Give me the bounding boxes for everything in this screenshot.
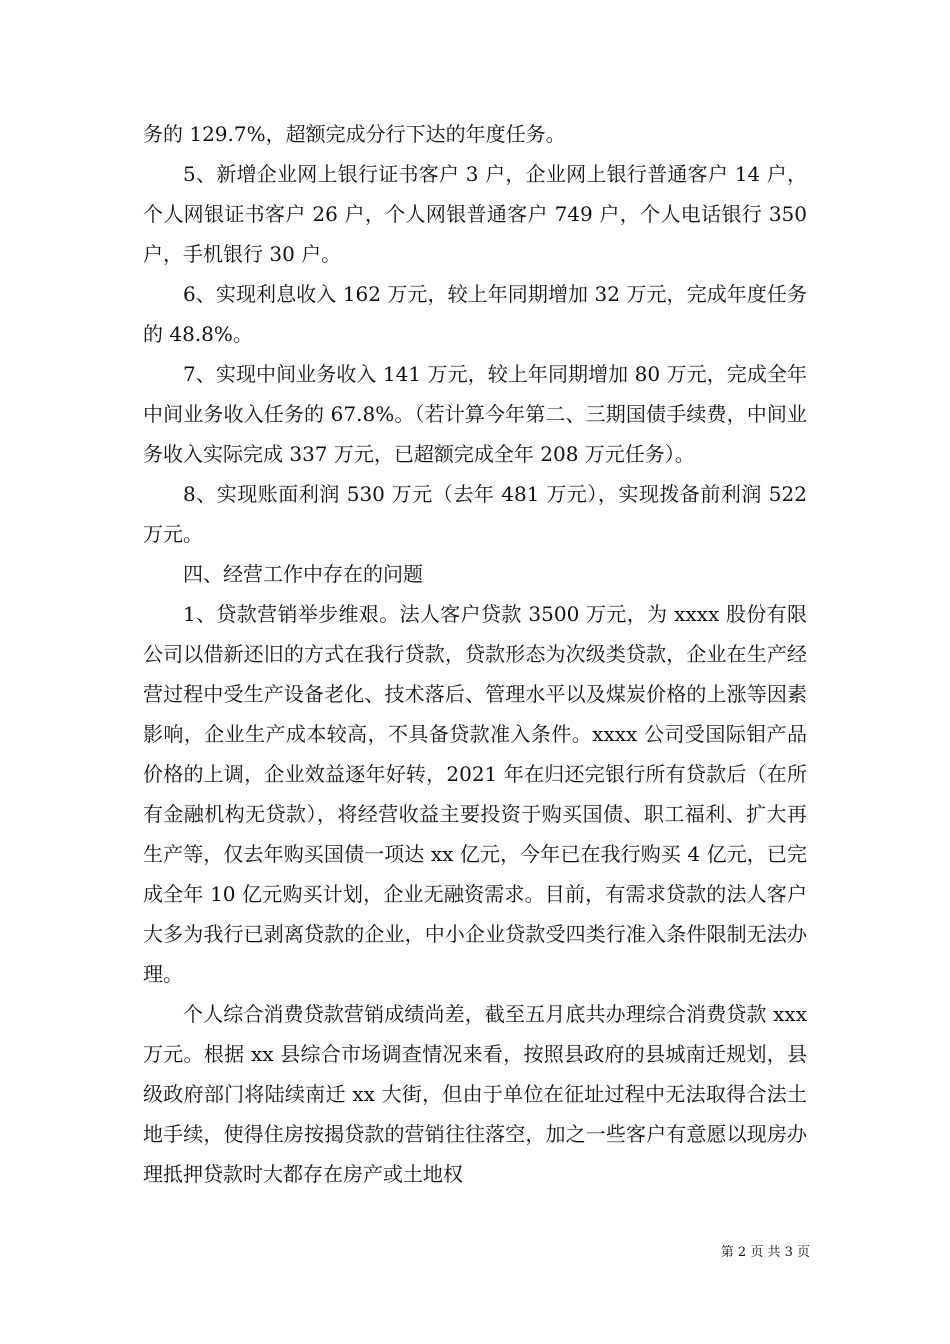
paragraph-consumer-loans: 个人综合消费贷款营销成绩尚差，截至五月底共办理综合消费贷款 xxx 万元。根据 xx 县综合市场调查情况来看，按照县政府的县城南迁规划，县级政府部门将陆续南迁 xx 大街，但由于单位在征址过程中无法取得合法土地手续，使得住房按揭贷款的营销往往落空，加之一些客户有意愿以现房办理抵押贷款时大都存在房产或土地权 <box>143 1002 807 1186</box>
paragraph-item-6: 6、实现利息收入 162 万元，较上年同期增加 32 万元，完成年度任务的 48.8%。 <box>143 282 807 346</box>
document-body <box>143 114 807 1194</box>
paragraph-item-7: 7、实现中间业务收入 141 万元，较上年同期增加 80 万元，完成全年中间业务收入任务的 67.8%。（若计算今年第二、三期国债手续费，中间业务收入实际完成 337 万元，已超额完成全年 208 万元任务）。 <box>143 362 807 466</box>
paragraph-continuation: 务的 129.7%，超额完成分行下达的年度任务。 <box>143 122 566 146</box>
paragraph-item-5: 5、新增企业网上银行证书客户 3 户，企业网上银行普通客户 14 户，个人网银证书客户 26 户，个人网银普通客户 749 户，个人电话银行 350 户，手机银行 30 户。 <box>143 162 807 266</box>
page-number-footer: 第 2 页 共 3 页 <box>720 1245 810 1260</box>
paragraph-item-8: 8、实现账面利润 530 万元（去年 481 万元），实现拨备前利润 522 万元。 <box>143 482 807 546</box>
paragraph-problem-1: 1、贷款营销举步维艰。法人客户贷款 3500 万元，为 xxxx 股份有限公司以借新还旧的方式在我行贷款，贷款形态为次级类贷款，企业在生产经营过程中受生产设备老化、技术落后、管理水平以及煤炭价格的上涨等因素影响，企业生产成本较高，不具备贷款准入条件。xxxx 公司受国际钼产品价格的上调，企业效益逐年好转，2021 年在归还完银行所有贷款后（在所有金融机构无贷款），将经营收益主要投资于购买国债、职工福利、扩大再生产等，仅去年购买国债一项达 xx 亿元，今年已在我行购买 4 亿元，已完成全年 10 亿元购买计划，企业无融资需求。目前，有需求贷款的法人客户大多为我行已剥离贷款的企业，中小企业贷款受四类行准入条件限制无法办理。 <box>143 602 807 986</box>
section-heading: 四、经营工作中存在的问题 <box>183 562 423 586</box>
